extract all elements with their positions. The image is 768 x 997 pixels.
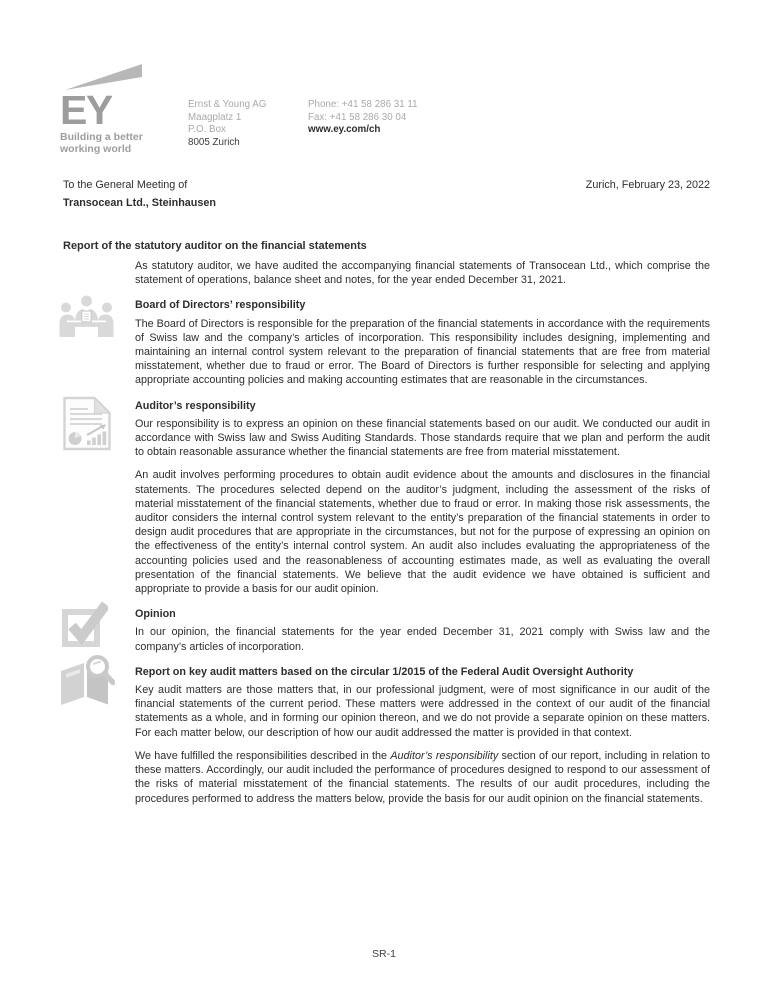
contact-fax: Fax: +41 58 286 30 04	[308, 111, 407, 123]
address-street: Maagplatz 1	[188, 111, 242, 123]
report-title: Report of the statutory auditor on the financial statements	[63, 240, 367, 252]
ey-tagline-line1: Building a better	[60, 131, 143, 143]
kam-p2-italic-term: Auditor’s responsibility	[390, 749, 499, 762]
checkbox-check-icon	[61, 601, 108, 647]
letterhead-contact	[308, 99, 418, 137]
report-body	[135, 259, 710, 806]
ey-logo	[60, 64, 150, 155]
intro-paragraph: As statutory auditor, we have audited the accompanying financial statements of Transocean Ltd., which comprise the statement of operations, balance sheet and notes, for the year ended December 31, 2021.	[135, 260, 710, 287]
addressee-row	[63, 176, 710, 212]
letter-content	[63, 176, 710, 815]
key-audit-matters-paragraph-1: Key audit matters are those matters that, in our professional judgment, were of most significance in our audit of the financial statements of the current period. These matters were addressed in the context of our audit of the financial statements as a whole, and in forming our opinion thereon, and we do not provide a separate opinion on these matters. For each matter below, our description of how our audit addressed the matter is provided in that context.	[135, 684, 710, 739]
section-board-responsibility	[135, 298, 710, 387]
address-city: 8005 Zurich	[188, 136, 240, 148]
section-key-audit-matters	[135, 665, 710, 806]
auditor-responsibility-heading: Auditor’s responsibility	[135, 399, 256, 412]
section-opinion	[135, 607, 710, 654]
contact-website: www.ey.com/ch	[308, 124, 381, 136]
section-auditor-responsibility	[135, 399, 710, 597]
board-meeting-icon	[58, 294, 115, 337]
ey-logo-letters: EY	[60, 87, 112, 133]
page-number: SR-1	[372, 948, 396, 960]
kam-p2-pre: We have fulfilled the responsibilities described in the	[135, 749, 391, 762]
ey-tagline-line2: working world	[60, 142, 132, 155]
recipient-block	[63, 176, 216, 212]
recipient-line1: To the General Meeting of	[63, 179, 188, 191]
address-pobox: P.O. Box	[188, 124, 226, 136]
auditor-responsibility-paragraph-1: Our responsibility is to express an opinion on these financial statements based on our audit. We conducted our audit in accordance with Swiss law and Swiss Auditing Standards. Those standards require that we plan and perform the audit to obtain reasonable assurance whether the financial statements are free from material misstatement.	[135, 417, 710, 459]
auditor-responsibility-paragraph-2: An audit involves performing procedures to obtain audit evidence about the amounts and disclosures in the financial statements. The procedures selected depend on the auditor’s judgment, including the assessment of the risks of material misstatement of the financial statements, whether due to fraud or error. In making those risk assessments, the auditor considers the internal control system relevant to the entity’s preparation of the financial statements in order to design audit procedures that are appropriate in the circumstances, but not for the purpose of expressing an opinion on the effectiveness of the entity’s internal control system. An audit also includes evaluating the appropriateness of the accounting policies used and the reasonableness of accounting estimates made, as well as evaluating the overall presentation of the financial statements. We believe that the audit evidence we have obtained is sufficient and appropriate to provide a basis for our audit opinion.	[135, 469, 710, 596]
dateline: Zurich, February 23, 2022	[585, 179, 710, 191]
opinion-paragraph: In our opinion, the financial statements for the year ended December 31, 2021 comply with Swiss law and the company’s articles of incorporation.	[135, 626, 710, 653]
kam-p2-post: section of our report, including in relation to these matters. Accordingly, our audit included the performance of procedures designed to respond to our assessment of the risks of material misstatement of the financial statements. The results of our audit procedures, including the procedures performed to address the matters below, provide the basis for our audit opinion on the financial statements.	[135, 749, 710, 805]
contact-phone: Phone: +41 58 286 31 11	[308, 99, 418, 110]
board-responsibility-heading: Board of Directors’ responsibility	[135, 299, 306, 312]
ey-tagline	[60, 132, 150, 155]
board-responsibility-paragraph: The Board of Directors is responsible for the preparation of the financial statements in accordance with the requirements of Swiss law and the company’s articles of incorporation. This responsibility includes designing, implementing and maintaining an internal control system relevant to the preparation of financial statements that are free from material misstatement, whether due to fraud or error. The Board of Directors is further responsible for selecting and applying appropriate accounting policies and making accounting estimates that are reasonable in the circumstances.	[135, 317, 710, 387]
letterhead-address	[188, 99, 266, 149]
address-company: Ernst & Young AG	[188, 99, 267, 110]
recipient-line2: Transocean Ltd., Steinhausen	[63, 197, 216, 209]
key-audit-matters-paragraph-2	[135, 749, 710, 806]
report-chart-icon	[62, 396, 112, 451]
key-audit-matters-heading: Report on key audit matters based on the circular 1/2015 of the Federal Audit Oversight Authority	[135, 665, 634, 678]
opinion-heading: Opinion	[135, 608, 176, 621]
book-magnifier-icon	[58, 653, 115, 706]
